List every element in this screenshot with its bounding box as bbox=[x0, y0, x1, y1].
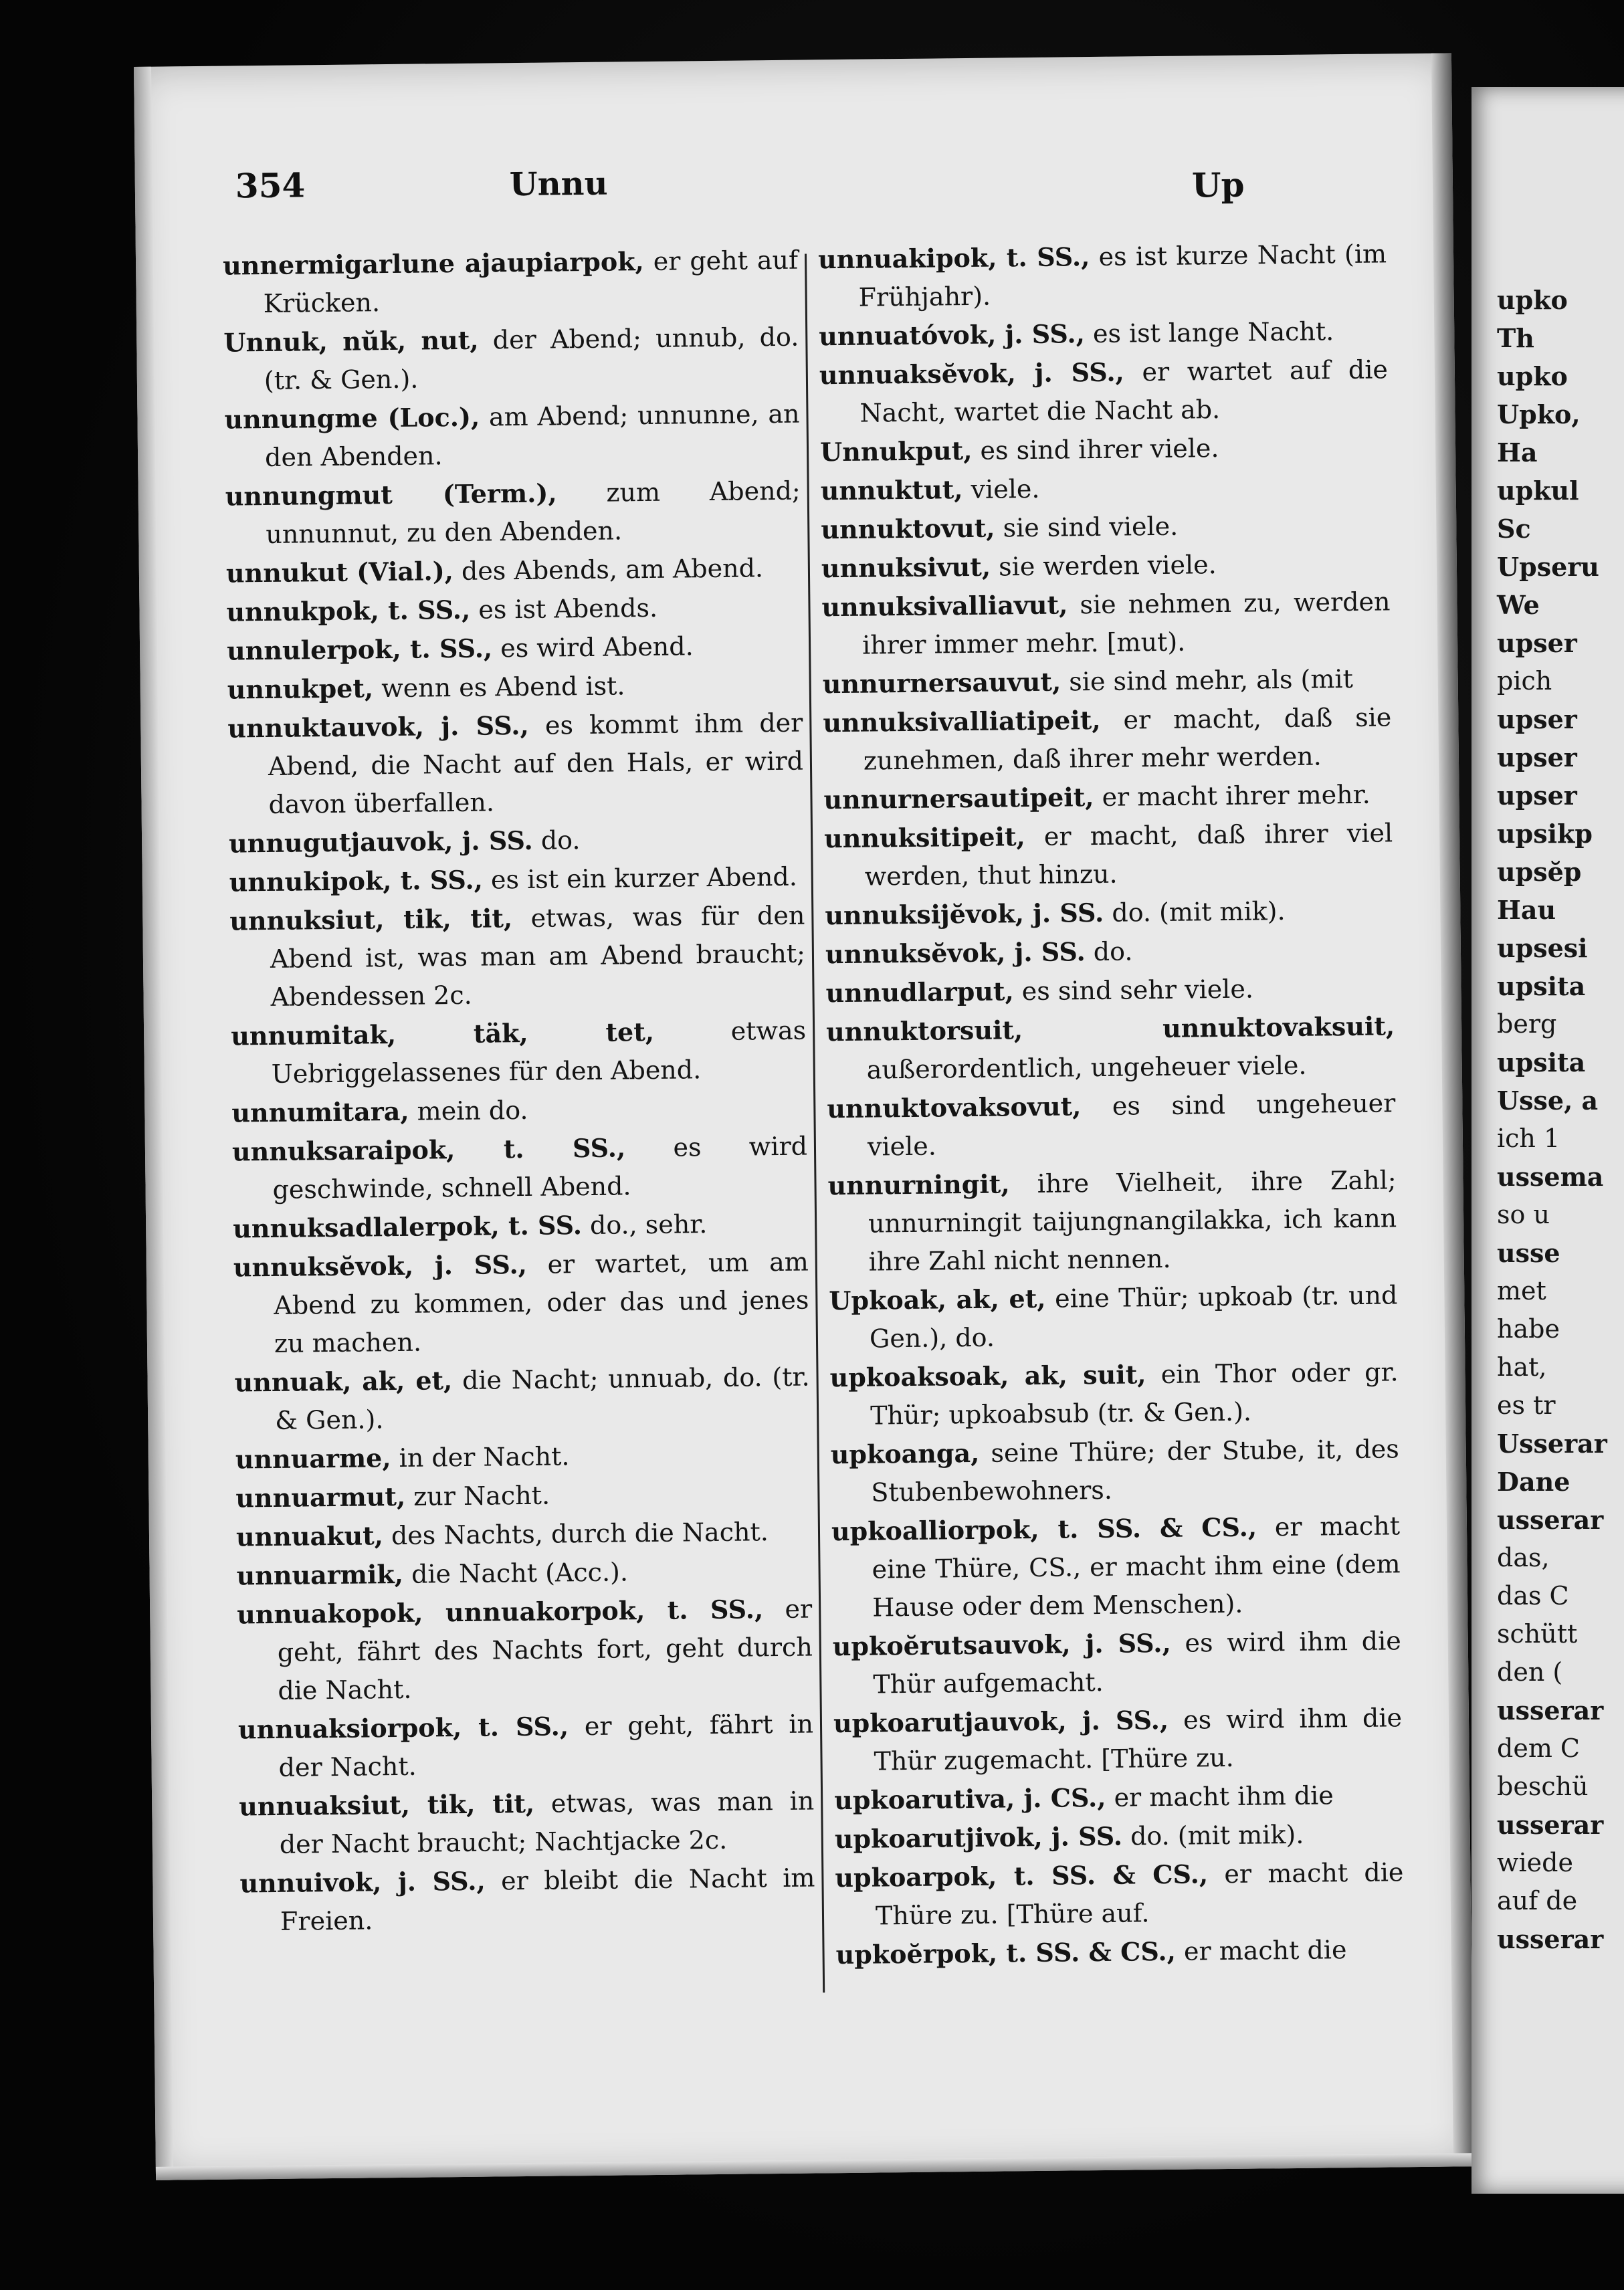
facing-page-line: Upseru bbox=[1497, 552, 1599, 582]
facing-page-line: habe bbox=[1497, 1314, 1560, 1344]
facing-page-line: We bbox=[1497, 590, 1540, 620]
facing-page-line: usse bbox=[1497, 1238, 1560, 1268]
entry-definition: mein do. bbox=[409, 1095, 528, 1126]
facing-page-line: das, bbox=[1497, 1543, 1550, 1572]
dictionary-entry bbox=[819, 311, 1388, 356]
dictionary-entry bbox=[235, 1473, 811, 1518]
entry-definition: in der Nacht. bbox=[391, 1441, 570, 1473]
entry-headword: unnuaksĕvok, j. SS., bbox=[819, 356, 1124, 391]
book-page bbox=[134, 53, 1474, 2180]
facing-page-line: usserar bbox=[1497, 1810, 1604, 1840]
entry-definition: es ist Abends. bbox=[470, 593, 658, 625]
dictionary-entry bbox=[830, 1429, 1399, 1512]
entry-headword: Upkoak, ak, et, bbox=[829, 1283, 1046, 1316]
entry-headword: unnuarme, bbox=[235, 1443, 391, 1475]
page-header bbox=[235, 154, 1413, 226]
entry-definition: die Nacht; unnuab, do. (tr. & Gen.). bbox=[274, 1362, 810, 1435]
facing-page-line: upsita bbox=[1497, 971, 1586, 1001]
facing-page-line: upsĕp bbox=[1497, 857, 1582, 887]
entry-headword: unnuarmik, bbox=[236, 1558, 404, 1591]
dictionary-entry bbox=[224, 395, 800, 478]
facing-page-line: upser bbox=[1497, 704, 1577, 734]
facing-page-line: schütt bbox=[1497, 1619, 1578, 1649]
facing-page-line: so u bbox=[1497, 1200, 1550, 1229]
entry-definition: do. (mit mik). bbox=[1122, 1819, 1304, 1851]
facing-page-fragment bbox=[1471, 87, 1624, 2194]
entry-definition: etwas Uebriggelassenes für den Abend. bbox=[271, 1015, 807, 1089]
dictionary-entry bbox=[236, 1512, 812, 1557]
dictionary-entry bbox=[826, 1007, 1395, 1089]
entry-definition: er bleibt die Nacht im Freien. bbox=[280, 1863, 815, 1936]
entry-definition: am Abend; unnunne, an den Abenden. bbox=[264, 399, 800, 472]
entry-headword: upkoalliorpok, t. SS. & CS., bbox=[831, 1512, 1257, 1547]
dictionary-entry bbox=[824, 813, 1393, 896]
entry-definition: sie nehmen zu, werden ihrer immer mehr. [mut). bbox=[861, 587, 1391, 660]
dictionary-entry bbox=[225, 472, 801, 554]
facing-page-line: Ha bbox=[1497, 437, 1538, 467]
entry-headword: unnuksijĕvok, j. SS. bbox=[825, 897, 1104, 931]
entry-headword: unnuakopok, unnuakorpok, t. SS., bbox=[237, 1594, 764, 1630]
entry-headword: upkoĕrutsauvok, j. SS., bbox=[832, 1627, 1171, 1662]
entry-headword: unnumitak, täk, tet, bbox=[230, 1016, 655, 1051]
dictionary-entry bbox=[229, 819, 805, 863]
entry-definition: es wird Abend. bbox=[492, 631, 694, 663]
facing-page-line: usserar bbox=[1497, 1505, 1604, 1535]
facing-page-line: usserar bbox=[1497, 1924, 1604, 1954]
facing-page-line: Upko, bbox=[1497, 399, 1581, 429]
entry-definition: er macht die bbox=[1175, 1935, 1347, 1966]
entry-definition: er macht eine Thüre, CS., er macht ihm eine (dem Hause oder dem Menschen). bbox=[872, 1511, 1401, 1623]
facing-page-line: upko bbox=[1497, 285, 1568, 315]
entry-headword: unnuak, ak, et, bbox=[234, 1365, 453, 1398]
dictionary-entry bbox=[829, 1275, 1398, 1358]
facing-page-line: es tr bbox=[1497, 1390, 1556, 1420]
facing-page-line: upsikp bbox=[1497, 819, 1593, 849]
entry-definition: ein Thor oder gr. Thür; upkoabsub (tr. & Gen.). bbox=[870, 1357, 1399, 1431]
dictionary-entry bbox=[820, 465, 1389, 510]
entry-definition: er wartet auf die Nacht, wartet die Nacht ab. bbox=[859, 354, 1389, 428]
left-column bbox=[223, 241, 815, 1942]
entry-definition: es kommt ihm der Abend, die Nacht auf den Hals, er wird davon überfallen. bbox=[268, 708, 804, 819]
entry-definition: do. (mit mik). bbox=[1104, 896, 1286, 928]
entry-headword: unnukipok, t. SS., bbox=[229, 864, 484, 898]
entry-headword: unnukpet, bbox=[227, 673, 374, 705]
entry-definition: er macht ihrer mehr. bbox=[1094, 779, 1371, 813]
entry-definition: es wird geschwinde, schnell Abend. bbox=[272, 1131, 808, 1205]
entry-definition: des Abends, am Abend. bbox=[453, 553, 764, 587]
facing-page-line: met bbox=[1497, 1276, 1546, 1306]
entry-definition: es ist ein kurzer Abend. bbox=[482, 861, 798, 895]
entry-definition: er geht auf Krücken. bbox=[263, 245, 799, 318]
entry-headword: unnuaksiorpok, t. SS., bbox=[237, 1711, 569, 1745]
entry-headword: unnermigarlune ajaupiarpok, bbox=[222, 246, 644, 281]
entry-headword: unnuakut, bbox=[235, 1520, 384, 1552]
facing-page-line: Dane bbox=[1497, 1467, 1570, 1497]
dictionary-entry bbox=[227, 704, 804, 825]
entry-headword: unnudlarput, bbox=[825, 976, 1014, 1009]
dictionary-entry bbox=[821, 504, 1390, 549]
entry-headword: unnuaksiut, tik, tit, bbox=[239, 1788, 535, 1822]
entry-definition: eine Thür; upkoab (tr. und Gen.), do. bbox=[869, 1280, 1398, 1354]
entry-definition: es sind ungeheuer viele. bbox=[867, 1088, 1396, 1162]
entry-definition: es sind sehr viele. bbox=[1013, 974, 1254, 1007]
dictionary-entry bbox=[833, 1698, 1403, 1781]
facing-page-line: upkul bbox=[1497, 476, 1579, 506]
entry-definition: es wird ihm die Thür zugemacht. [Thüre zu. bbox=[874, 1703, 1403, 1776]
dictionary-entry bbox=[232, 1127, 808, 1210]
facing-page-line: berg bbox=[1497, 1009, 1557, 1039]
facing-page-line: Th bbox=[1497, 323, 1534, 353]
right-column bbox=[818, 234, 1405, 1974]
dictionary-entry bbox=[825, 929, 1395, 974]
dictionary-entry bbox=[823, 698, 1392, 780]
dictionary-entry bbox=[819, 350, 1389, 433]
dictionary-entry bbox=[226, 587, 802, 632]
dictionary-entry bbox=[835, 1814, 1404, 1859]
entry-definition: do. bbox=[532, 825, 581, 855]
dictionary-entry bbox=[233, 1204, 809, 1249]
facing-page-line: das C bbox=[1497, 1581, 1569, 1610]
facing-page-line: upsesi bbox=[1497, 933, 1588, 963]
entry-definition: es ist kurze Nacht (im Frühjahr). bbox=[858, 239, 1387, 312]
facing-page-line: upser bbox=[1497, 742, 1577, 772]
entry-headword: unnuatóvok, j. SS., bbox=[819, 318, 1086, 352]
entry-headword: unnuarmut, bbox=[235, 1481, 406, 1514]
facing-page-line: dem C bbox=[1497, 1734, 1581, 1763]
dictionary-entry bbox=[821, 582, 1391, 665]
entry-definition: sie werden viele. bbox=[990, 550, 1217, 582]
facing-page-line: pich bbox=[1497, 666, 1552, 696]
dictionary-entry bbox=[820, 427, 1389, 472]
entry-headword: unnuktauvok, j. SS., bbox=[227, 710, 529, 744]
entry-headword: unnugutjauvok, j. SS. bbox=[228, 825, 533, 859]
dictionary-entry bbox=[231, 1011, 807, 1094]
entry-headword: Unnuk, nŭk, nut, bbox=[223, 324, 479, 358]
entry-headword: unnuksivut, bbox=[821, 551, 991, 584]
entry-headword: unnuktorsuit, unnuktovaksuit, bbox=[825, 1011, 1395, 1047]
dictionary-entry bbox=[237, 1590, 813, 1711]
entry-definition: es sind ihrer viele. bbox=[972, 433, 1219, 465]
facing-page-line: Hau bbox=[1497, 895, 1556, 925]
entry-headword: upkoarutiva, j. CS., bbox=[833, 1782, 1106, 1816]
entry-headword: unnuksĕvok, j. SS. bbox=[825, 936, 1086, 970]
dictionary-entry bbox=[239, 1781, 815, 1864]
entry-headword: unnuksivalliavut, bbox=[821, 589, 1068, 623]
entry-headword: unnuivok, j. SS., bbox=[239, 1865, 486, 1899]
dictionary-entry bbox=[827, 1160, 1397, 1281]
entry-headword: upkoarutjauvok, j. SS., bbox=[833, 1704, 1169, 1739]
entry-definition: viele. bbox=[962, 474, 1040, 505]
dictionary-entry bbox=[821, 543, 1391, 588]
page-number: 354 bbox=[235, 165, 306, 206]
facing-page-line: ussema bbox=[1497, 1162, 1604, 1192]
dictionary-entry bbox=[233, 1243, 810, 1364]
entry-headword: unnuksivalliatipeit, bbox=[823, 704, 1101, 738]
entry-definition: er macht, daß sie zunehmen, daß ihrer mehr werden. bbox=[863, 702, 1392, 776]
entry-headword: unnukut (Vial.), bbox=[225, 556, 454, 589]
facing-page-line: Usserar bbox=[1497, 1429, 1607, 1459]
entry-definition: er macht, daß ihrer viel werden, thut hinzu. bbox=[864, 818, 1393, 892]
dictionary-entry bbox=[835, 1853, 1404, 1936]
entry-headword: upkoarutjivok, j. SS. bbox=[834, 1820, 1123, 1855]
dictionary-entry bbox=[831, 1506, 1401, 1627]
entry-definition: des Nachts, durch die Nacht. bbox=[383, 1517, 769, 1551]
facing-page-line: beschü bbox=[1497, 1772, 1589, 1801]
entry-headword: upkoĕrpok, t. SS. & CS., bbox=[835, 1936, 1177, 1970]
entry-definition: es ist lange Nacht. bbox=[1084, 316, 1334, 349]
entry-headword: unnurnersautipeit, bbox=[823, 782, 1094, 815]
dictionary-entry bbox=[818, 234, 1387, 317]
dictionary-entry bbox=[835, 1930, 1405, 1974]
facing-page-line: upsita bbox=[1497, 1047, 1586, 1077]
entry-definition: es wird ihm die Thür aufgemacht. bbox=[873, 1626, 1401, 1699]
dictionary-entry bbox=[227, 626, 803, 671]
entry-headword: unnuksitipeit, bbox=[823, 821, 1025, 854]
dictionary-entry bbox=[235, 1435, 811, 1479]
entry-definition: etwas, was man in der Nacht braucht; Nachtjacke 2c. bbox=[279, 1786, 815, 1859]
dictionary-entry bbox=[226, 548, 802, 593]
entry-definition: er geht, fährt des Nachts fort, geht durch die Nacht. bbox=[277, 1594, 813, 1705]
facing-page-line: usserar bbox=[1497, 1695, 1604, 1726]
entry-definition: do., sehr. bbox=[581, 1209, 708, 1241]
dictionary-entry bbox=[834, 1775, 1403, 1820]
dictionary-entry bbox=[223, 241, 799, 324]
entry-headword: unnuksĕvok, j. SS., bbox=[233, 1249, 528, 1283]
entry-headword: unnuksaraipok, t. SS., bbox=[231, 1132, 626, 1167]
entry-definition: zum Abend; unnunnut, zu den Abenden. bbox=[266, 476, 801, 549]
entry-definition: sie sind mehr, als (mit bbox=[1060, 663, 1354, 697]
entry-headword: upkoarpok, t. SS. & CS., bbox=[835, 1859, 1209, 1893]
dictionary-entry bbox=[236, 1551, 812, 1596]
entry-headword: unnungme (Loc.), bbox=[224, 401, 480, 435]
entry-headword: unnurnersauvut, bbox=[822, 666, 1061, 700]
dictionary-entry bbox=[227, 665, 803, 710]
dictionary-entry bbox=[223, 318, 799, 401]
facing-page-line: auf de bbox=[1497, 1886, 1578, 1915]
entry-headword: unnukpok, t. SS., bbox=[226, 594, 471, 627]
dictionary-entry bbox=[239, 1858, 815, 1941]
running-head-right: Up bbox=[1191, 165, 1245, 205]
entry-headword: upkoaksoak, ak, suit, bbox=[829, 1359, 1146, 1393]
dictionary-entry bbox=[229, 857, 805, 902]
dictionary-entry bbox=[825, 968, 1395, 1013]
running-head-left: Unnu bbox=[509, 165, 608, 204]
entry-definition: er macht die Thüre zu. [Thüre auf. bbox=[875, 1857, 1404, 1931]
entry-definition: außerordentlich, ungeheuer viele. bbox=[866, 1050, 1307, 1085]
facing-page-line: ich 1 bbox=[1497, 1124, 1560, 1153]
entry-definition: er geht, fährt in der Nacht. bbox=[278, 1709, 814, 1782]
entry-headword: unnuktovaksovut, bbox=[827, 1091, 1082, 1124]
entry-headword: upkoanga, bbox=[830, 1437, 980, 1470]
entry-headword: unnuktovut, bbox=[821, 512, 995, 545]
entry-definition: do. bbox=[1085, 936, 1133, 967]
entry-headword: unnuakipok, t. SS., bbox=[817, 241, 1090, 275]
dictionary-entry bbox=[238, 1704, 814, 1787]
entry-definition: etwas, was für den Abend ist, was man am Abend braucht; Abendessen 2c. bbox=[270, 900, 806, 1012]
entry-definition: er macht ihm die bbox=[1106, 1780, 1334, 1812]
facing-page-line: upser bbox=[1497, 780, 1577, 811]
entry-headword: unnuksadlalerpok, t. SS. bbox=[232, 1210, 583, 1244]
entry-headword: unnumitara, bbox=[231, 1096, 409, 1128]
dictionary-entry bbox=[822, 659, 1391, 704]
facing-page-text bbox=[1497, 281, 1607, 1958]
facing-page-line: Sc bbox=[1497, 514, 1531, 544]
entry-definition: seine Thüre; der Stube, it, des Stubenbewohners. bbox=[871, 1434, 1399, 1507]
entry-definition: die Nacht (Acc.). bbox=[403, 1557, 629, 1589]
entry-definition: sie sind viele. bbox=[995, 511, 1179, 543]
entry-headword: unnulerpok, t. SS., bbox=[226, 633, 493, 666]
dictionary-entry bbox=[231, 1088, 807, 1133]
entry-definition: der Abend; unnub, do. (tr. & Gen.). bbox=[264, 322, 799, 395]
dictionary-entry bbox=[823, 774, 1393, 819]
facing-page-line: den ( bbox=[1497, 1657, 1563, 1687]
facing-page-line: wiede bbox=[1497, 1848, 1573, 1877]
entry-headword: Unnukput, bbox=[819, 435, 973, 467]
entry-headword: unnuksiut, tik, tit, bbox=[229, 903, 513, 936]
entry-headword: unnungmut (Term.), bbox=[225, 478, 557, 512]
facing-page-line: upko bbox=[1497, 361, 1568, 391]
facing-page-line: hat, bbox=[1497, 1352, 1547, 1382]
entry-definition: zur Nacht. bbox=[405, 1480, 550, 1512]
entry-headword: unnuktut, bbox=[820, 474, 963, 506]
entry-definition: ihre Vielheit, ihre Zahl; unnurningit taijungnangilakka, ich kann ihre Zahl nicht nennen. bbox=[868, 1165, 1397, 1277]
dictionary-entry bbox=[234, 1358, 810, 1441]
facing-page-line: upser bbox=[1497, 628, 1577, 658]
dictionary-entry bbox=[829, 1352, 1399, 1435]
facing-page-line: Usse, a bbox=[1497, 1085, 1599, 1116]
dictionary-entry bbox=[825, 890, 1394, 935]
entry-definition: er wartet, um am Abend zu kommen, oder das und jenes zu machen. bbox=[274, 1247, 809, 1358]
entry-definition: wenn es Abend ist. bbox=[373, 671, 625, 704]
dictionary-entry bbox=[827, 1083, 1396, 1166]
dictionary-entry bbox=[229, 896, 806, 1017]
dictionary-entry bbox=[832, 1621, 1401, 1704]
entry-headword: unnurningit, bbox=[827, 1168, 1010, 1201]
